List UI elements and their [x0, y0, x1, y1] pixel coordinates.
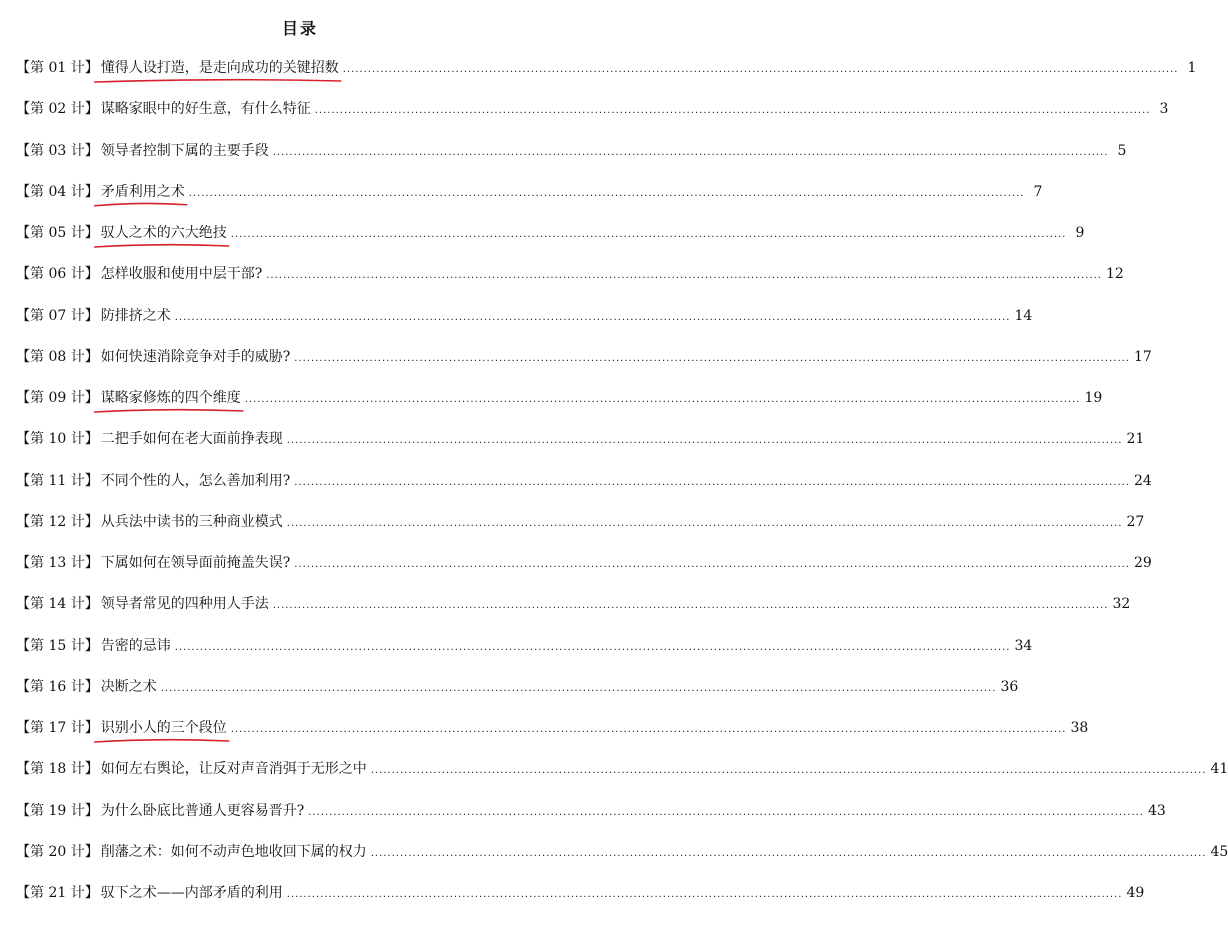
toc-entry[interactable] [16, 718, 1089, 759]
toc-entry-page-number: 7 [1033, 183, 1043, 200]
toc-entry-label: 【第 15 计】 [16, 637, 99, 654]
toc-entry-page-number: 17 [1133, 348, 1152, 365]
dot-leader: ........................................................................................................................................................................................................ [174, 311, 1011, 323]
toc-entry-page-number: 12 [1105, 266, 1124, 283]
toc-entry-title: 为什么卧底比普通人更容易晋升? [100, 802, 305, 819]
dot-leader: ........................................................................................................................................................................................................ [188, 187, 1025, 199]
toc-entry-title: 不同个性的人，怎么善加利用? [100, 472, 291, 489]
toc-entry-label: 【第 14 计】 [16, 596, 99, 613]
toc-entry-label: 【第 02 计】 [16, 101, 99, 118]
toc-entry[interactable] [16, 223, 1085, 264]
toc-entry-label: 【第 06 计】 [16, 266, 99, 283]
dot-leader: ........................................................................................................................................................................................................ [314, 105, 1151, 117]
toc-entry-label: 【第 11 计】 [16, 472, 99, 489]
toc-entry-label: 【第 04 计】 [16, 183, 99, 200]
toc-entry-label: 【第 21 计】 [16, 885, 99, 901]
dot-leader: ........................................................................................................................................................................................................ [342, 64, 1179, 75]
toc-entry-label: 【第 03 计】 [16, 142, 99, 159]
dot-leader: ........................................................................................................................................................................................................ [230, 229, 1067, 240]
toc-entry[interactable] [16, 141, 1127, 182]
toc-entry-label: 【第 01 计】 [16, 60, 99, 76]
toc-entry-page-number: 38 [1070, 720, 1089, 736]
toc-entry-page-number: 3 [1159, 101, 1169, 118]
toc-entry-page-number: 1 [1187, 60, 1197, 76]
toc-entry-title: 防排挤之术 [100, 307, 171, 324]
toc-entry-page-number: 9 [1075, 225, 1085, 241]
toc-entry-page-number: 32 [1112, 596, 1131, 613]
toc-entry[interactable] [16, 883, 1145, 924]
toc-entry[interactable] [16, 347, 1152, 388]
dot-leader: ........................................................................................................................................................................................................ [160, 682, 997, 694]
toc-entry-title: 驭下之术——内部矛盾的利用 [100, 885, 283, 901]
dot-leader: ........................................................................................................................................................................................................ [272, 600, 1109, 612]
toc-entry-page-number: 45 [1210, 843, 1228, 860]
toc-entry-label: 【第 10 计】 [16, 431, 99, 448]
dot-leader: ........................................................................................................................................................................................................ [370, 765, 1207, 777]
toc-entry[interactable] [16, 306, 1033, 347]
toc-entry-label: 【第 08 计】 [16, 348, 99, 365]
toc-entry[interactable] [16, 58, 1197, 99]
toc-entry-title: 下属如何在领导面前掩盖失误? [100, 555, 291, 571]
dot-leader: ........................................................................................................................................................................................................ [266, 270, 1102, 282]
toc-entry[interactable] [16, 99, 1169, 140]
toc-entry-page-number: 36 [1000, 678, 1019, 695]
toc-entry-title: 如何左右舆论，让反对声音消弭于无形之中 [100, 761, 367, 778]
toc-entry-page-number: 49 [1126, 885, 1145, 901]
toc-entry-label: 【第 12 计】 [16, 513, 99, 530]
toc-entry-page-number: 43 [1147, 802, 1166, 819]
toc-entry-title: 告密的忌讳 [100, 637, 171, 654]
toc-entry-title: 谋略家眼中的好生意，有什么特征 [100, 101, 311, 118]
toc-entry-title: 领导者常见的四种用人手法 [100, 596, 269, 613]
toc-entry[interactable] [16, 594, 1131, 635]
toc-entry[interactable] [16, 182, 1043, 223]
toc-entry[interactable] [16, 801, 1166, 842]
toc-entry-title: 如何快速消除竞争对手的威胁? [100, 348, 291, 365]
toc-entry-page-number: 34 [1014, 637, 1033, 654]
toc-entry-label: 【第 05 计】 [16, 225, 99, 241]
toc-entry-page-number: 29 [1133, 555, 1152, 571]
toc-entry[interactable] [16, 636, 1033, 677]
toc-entry-title: 怎样收服和使用中层干部? [100, 266, 263, 283]
toc-entry-title: 识别小人的三个段位 [100, 720, 227, 736]
toc-entry[interactable] [16, 842, 1228, 883]
toc-entry-label: 【第 16 计】 [16, 678, 99, 695]
toc-entry[interactable] [16, 759, 1228, 800]
toc-entry-label: 【第 07 计】 [16, 307, 99, 324]
toc-entry-title: 二把手如何在老大面前挣表现 [100, 431, 283, 448]
dot-leader: ........................................................................................................................................................................................................ [308, 806, 1144, 818]
toc-entry-page-number: 21 [1126, 431, 1145, 448]
toc-entry-title: 谋略家修炼的四个维度 [100, 390, 241, 406]
toc-entry-title: 决断之术 [100, 678, 157, 695]
toc-entry-page-number: 14 [1014, 307, 1033, 324]
toc-heading: 目录 [281, 19, 318, 38]
toc-entry-title: 从兵法中读书的三种商业模式 [100, 513, 283, 530]
dot-leader: ........................................................................................................................................................................................................ [294, 476, 1130, 488]
dot-leader: ........................................................................................................................................................................................................ [174, 641, 1011, 653]
toc-entry[interactable] [16, 512, 1145, 553]
toc-entry-title: 矛盾利用之术 [100, 183, 185, 200]
toc-entry-title: 领导者控制下属的主要手段 [100, 142, 269, 159]
toc-entry[interactable] [16, 677, 1019, 718]
toc-entry-page-number: 19 [1084, 390, 1103, 406]
dot-leader: ........................................................................................................................................................................................................ [286, 435, 1123, 447]
toc-entry-page-number: 27 [1126, 513, 1145, 530]
toc-entry[interactable] [16, 388, 1103, 429]
toc-entry-label: 【第 17 计】 [16, 720, 99, 736]
dot-leader: ........................................................................................................................................................................................................ [286, 517, 1123, 529]
toc-entry-label: 【第 09 计】 [16, 390, 99, 406]
toc-entry-label: 【第 20 计】 [16, 843, 99, 860]
dot-leader: ........................................................................................................................................................................................................ [244, 394, 1081, 405]
dot-leader: ........................................................................................................................................................................................................ [272, 146, 1109, 158]
toc-entry-title: 削藩之术：如何不动声色地收回下属的权力 [100, 843, 367, 860]
toc-entry-label: 【第 13 计】 [16, 555, 99, 571]
toc-entry[interactable] [16, 471, 1152, 512]
dot-leader: ........................................................................................................................................................................................................ [370, 847, 1207, 859]
dot-leader: ........................................................................................................................................................................................................ [230, 724, 1067, 735]
dot-leader: ........................................................................................................................................................................................................ [294, 559, 1130, 570]
toc-list [16, 58, 1228, 924]
dot-leader: ........................................................................................................................................................................................................ [286, 889, 1123, 900]
toc-entry[interactable] [16, 429, 1145, 470]
toc-entry-label: 【第 19 计】 [16, 802, 99, 819]
toc-entry-title: 驭人之术的六大绝技 [100, 225, 227, 241]
toc-entry-page-number: 5 [1117, 142, 1127, 159]
toc-entry-title: 懂得人设打造，是走向成功的关键招数 [100, 60, 339, 76]
toc-entry-page-number: 41 [1210, 761, 1228, 778]
toc-entry-label: 【第 18 计】 [16, 761, 99, 778]
dot-leader: ........................................................................................................................................................................................................ [294, 352, 1130, 364]
toc-entry[interactable] [16, 264, 1124, 305]
toc-entry[interactable] [16, 553, 1152, 594]
toc-entry-page-number: 24 [1133, 472, 1152, 489]
